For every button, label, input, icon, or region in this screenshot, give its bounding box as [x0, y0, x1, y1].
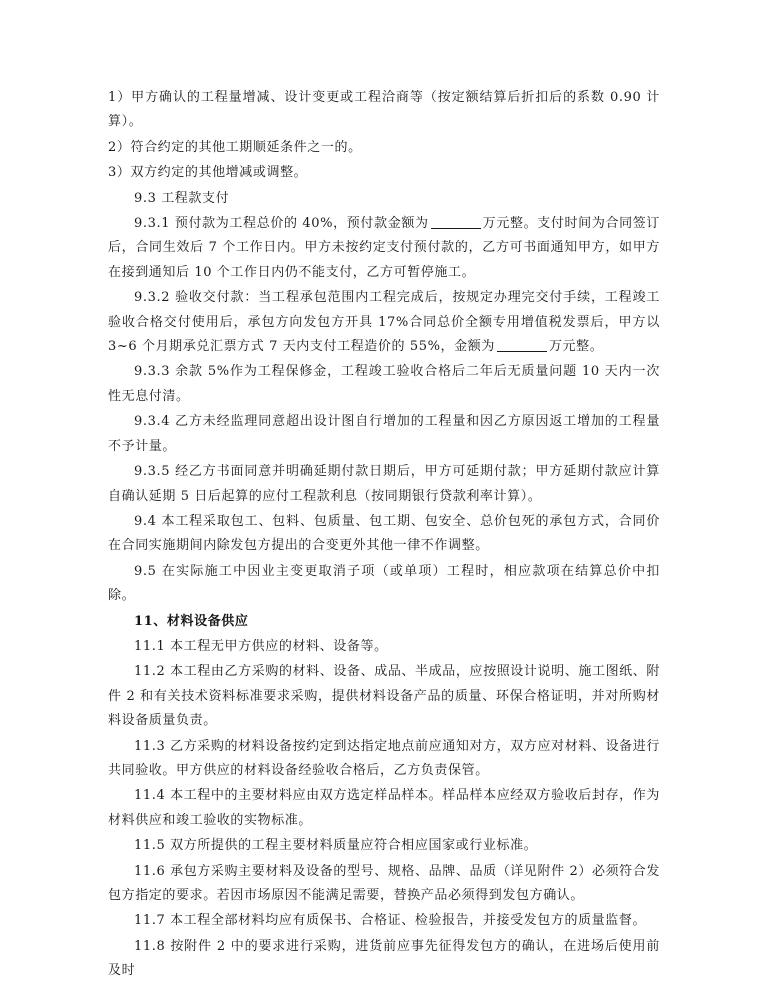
section-heading-9-3: 9.3 工程款支付: [134, 190, 230, 206]
paragraph-11-1: 11.1 本工程无甲方供应的材料、设备等。: [134, 638, 388, 654]
paragraph-11-8: 11.8 按附件 2 中的要求进行采购，进货前应事先征得发包方的确认，在进场后使用前及时: [108, 938, 660, 979]
paragraph-9-3-1-text-a: 9.3.1 预付款为工程总价的 40%，预付款金额为: [134, 216, 429, 232]
clause-line-3: 3）双方约定的其他增减或调整。: [108, 165, 308, 181]
paragraph-11-3: 11.3 乙方采购的材料设备按约定到达指定地点前应通知对方，双方应对材料、设备进行共同验收。甲方供应的材料设备经验收合格后，乙方负责保管。: [108, 738, 660, 778]
paragraph-11-4: 11.4 本工程中的主要材料应由双方选定样品样本。样品样本应经双方验收后封存，作为材料供应和竣工验收的实物标准。: [108, 788, 660, 828]
paragraph-9-3-2: [108, 286, 660, 359]
paragraph-9-3-2-text-b: 万元整。: [548, 339, 604, 355]
clause-line-2: 2）符合约定的其他工期顺延条件之一的。: [108, 139, 362, 155]
clause-line-1: 1）甲方确认的工程量增减、设计变更或工程洽商等（按定额结算后折扣后的系数 0.90 计算）。: [108, 90, 660, 130]
paragraph-9-4: 9.4 本工程采取包工、包料、包质量、包工期、包安全、总价包死的承包方式，合同价在合同实施期间内除发包方提出的合变更外其他一律不作调整。: [108, 513, 660, 554]
paragraph-9-3-3: 9.3.3 余款 5%作为工程保修金，工程竣工验收合格后二年后无质量问题 10 天内一次性无息付清。: [108, 364, 660, 404]
paragraph-11-6: 11.6 承包方采购主要材料及设备的型号、规格、品牌、品质（详见附件 2）必须符合发包方指定的要求。若因市场原因不能满足需要，替换产品必须得到发包方确认。: [108, 863, 660, 903]
section-heading-11: 11、材料设备供应: [134, 613, 249, 629]
paragraph-9-3-4: 9.3.4 乙方未经监理同意超出设计图自行增加的工程量和因乙方原因返工增加的工程量不予计量。: [108, 414, 660, 454]
paragraph-9-5: 9.5 在实际施工中因业主变更取消子项（或单项）工程时，相应款项在结算总价中扣除。: [108, 563, 660, 604]
paragraph-11-5: 11.5 双方所提供的工程主要材料质量应符合相应国家或行业标准。: [134, 838, 538, 854]
document-body: [108, 86, 660, 984]
paragraph-9-3-2-text-a: 9.3.2 验收交付款：当工程承包范围内工程完成后，按规定办理完交付手续，工程竣工验收合格交付使用后，承包方向发包方开具 17%合同总价全额专用增值税发票后，甲方以 3~6 个月期承兑汇票方式 7 天内支付工程造价的 55%，金额为: [108, 290, 660, 355]
amount-blank-1: [431, 214, 481, 229]
paragraph-11-7: 11.7 本工程全部材料均应有质保书、合格证、检验报告，并接受发包方的质量监督。: [134, 913, 647, 929]
amount-blank-2: [497, 337, 547, 352]
paragraph-9-3-1-text-b: 万元整。支付时间为合同签订后，合同生效后 7 个工作日内。甲方未按约定支付预付款的，乙方可书面通知甲方，如甲方在接到通知后 10 个工作日内仍不能支付，乙方可暂停施工。: [108, 216, 660, 280]
paragraph-9-3-1: [108, 212, 660, 285]
paragraph-11-2: 11.2 本工程由乙方采购的材料、设备、成品、半成品，应按照设计说明、施工图纸、附件 2 和有关技术资料标准要求采购，提供材料设备产品的质量、环保合格证明，并对所购材料设备质量负责。: [108, 664, 660, 729]
paragraph-9-3-5: 9.3.5 经乙方书面同意并明确延期付款日期后，甲方可延期付款；甲方延期付款应计算自确认延期 5 日后起算的应付工程款利息（按同期银行贷款利率计算）。: [108, 464, 660, 504]
